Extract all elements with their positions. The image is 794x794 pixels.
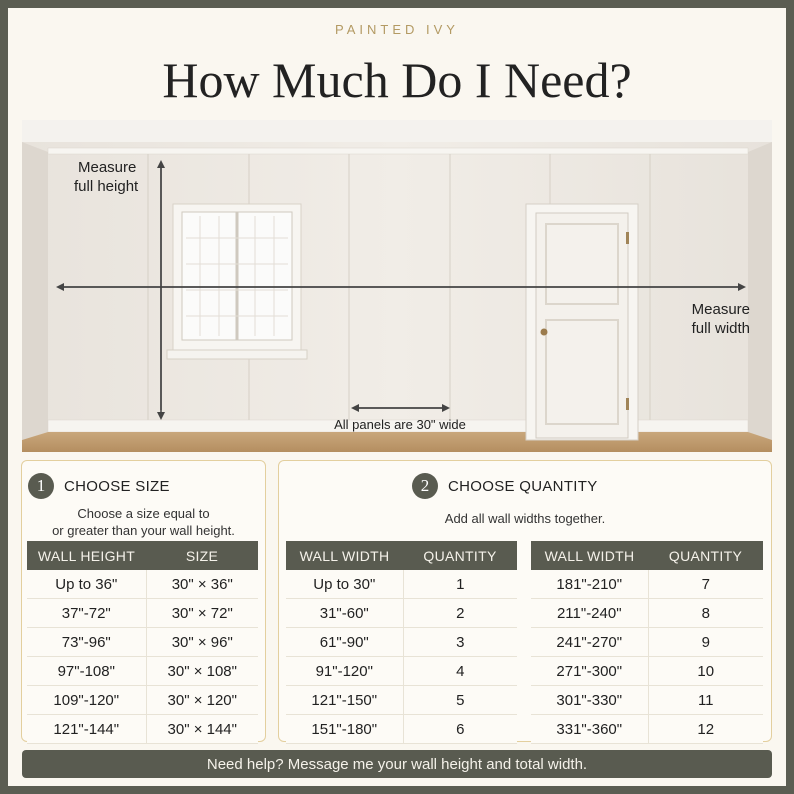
- choose-size-description: [22, 505, 265, 539]
- wall-height-cell: Up to 36": [27, 570, 146, 599]
- left-side-wall: [22, 142, 48, 440]
- table-row: [286, 657, 517, 686]
- width-label-line2: full width: [691, 320, 750, 337]
- quantity-cell: 4: [403, 657, 517, 686]
- wall-height-cell: 97"-108": [27, 657, 146, 686]
- quantity-cell: 11: [648, 686, 763, 715]
- quantity-cell: 9: [648, 628, 763, 657]
- header-wall-width: WALL WIDTH: [531, 541, 648, 570]
- panel-width-label: All panels are 30" wide: [334, 417, 466, 432]
- floor: [22, 432, 772, 452]
- size-cell: 30" × 144": [146, 715, 258, 744]
- table-row: [286, 570, 517, 599]
- header-wall-height: WALL HEIGHT: [27, 541, 146, 570]
- wall-width-cell: 301"-330": [531, 686, 648, 715]
- table-row: [27, 657, 258, 686]
- table-row: [531, 570, 763, 599]
- choose-size-desc-line1: Choose a size equal to: [77, 506, 210, 521]
- table-row: [27, 628, 258, 657]
- width-label-line1: Measure: [691, 301, 750, 318]
- quantity-cell: 12: [648, 715, 763, 744]
- quantity-cell: 5: [403, 686, 517, 715]
- table-row: [531, 628, 763, 657]
- choose-size-panel: [21, 460, 266, 742]
- wall-height-cell: 37"-72": [27, 599, 146, 628]
- header-size: SIZE: [146, 541, 258, 570]
- wall-width-cell: 181"-210": [531, 570, 648, 599]
- height-label-line2: full height: [74, 178, 139, 195]
- door: [526, 204, 638, 440]
- quantity-table-header: [286, 541, 517, 570]
- width-label: [670, 300, 750, 338]
- quantity-cell: 10: [648, 657, 763, 686]
- size-cell: 30" × 120": [146, 686, 258, 715]
- wall-width-cell: 271"-300": [531, 657, 648, 686]
- right-side-wall: [748, 142, 772, 440]
- ceiling: [22, 120, 772, 142]
- size-cell: 30" × 36": [146, 570, 258, 599]
- quantity-table-right: [531, 541, 763, 744]
- wall-width-cell: 331"-360": [531, 715, 648, 744]
- height-label-line1: Measure: [78, 159, 137, 176]
- wall-height-cell: 121"-144": [27, 715, 146, 744]
- table-row: [531, 715, 763, 744]
- wall-width-cell: 31"-60": [286, 599, 403, 628]
- wall-height-cell: 73"-96": [27, 628, 146, 657]
- choose-quantity-panel: [278, 460, 772, 742]
- size-cell: 30" × 72": [146, 599, 258, 628]
- choose-size-desc-line2: or greater than your wall height.: [52, 523, 235, 538]
- choose-quantity-heading: [412, 473, 598, 499]
- table-row: [27, 686, 258, 715]
- quantity-cell: 3: [403, 628, 517, 657]
- window: [167, 204, 307, 359]
- header-quantity: QUANTITY: [403, 541, 517, 570]
- quantity-cell: 6: [403, 715, 517, 744]
- choose-quantity-description: Add all wall widths together.: [444, 511, 606, 526]
- size-cell: 30" × 96": [146, 628, 258, 657]
- help-banner: Need help? Message me your wall height and total width.: [22, 750, 772, 778]
- page-title: How Much Do I Need?: [162, 52, 632, 108]
- quantity-cell: 1: [403, 570, 517, 599]
- step-number-2: 2: [412, 473, 438, 499]
- size-table: [27, 541, 258, 744]
- wall-width-cell: 211"-240": [531, 599, 648, 628]
- table-row: [531, 599, 763, 628]
- step-number-1: 1: [28, 473, 54, 499]
- wall-height-cell: 109"-120": [27, 686, 146, 715]
- choose-quantity-title: CHOOSE QUANTITY: [448, 477, 598, 495]
- wall-width-cell: 91"-120": [286, 657, 403, 686]
- size-table-header: [27, 541, 258, 570]
- table-row: [286, 715, 517, 744]
- quantity-cell: 7: [648, 570, 763, 599]
- table-row: [286, 628, 517, 657]
- quantity-table-header: [531, 541, 763, 570]
- room-illustration: [22, 120, 772, 452]
- table-row: [27, 570, 258, 599]
- choose-size-title: CHOOSE SIZE: [64, 477, 170, 495]
- wall-width-cell: 121"-150": [286, 686, 403, 715]
- size-cell: 30" × 108": [146, 657, 258, 686]
- quantity-cell: 2: [403, 599, 517, 628]
- wall-width-cell: 61"-90": [286, 628, 403, 657]
- quantity-cell: 8: [648, 599, 763, 628]
- table-row: [286, 686, 517, 715]
- table-row: [531, 657, 763, 686]
- wall-width-cell: Up to 30": [286, 570, 403, 599]
- header-wall-width: WALL WIDTH: [286, 541, 403, 570]
- table-row: [531, 686, 763, 715]
- header-quantity: QUANTITY: [648, 541, 763, 570]
- table-row: [27, 715, 258, 744]
- crown-molding: [48, 148, 748, 154]
- brand-name: PAINTED IVY: [335, 22, 459, 37]
- quantity-table-left: [286, 541, 517, 744]
- wall-width-cell: 151"-180": [286, 715, 403, 744]
- height-label: [74, 158, 138, 196]
- wall-width-cell: 241"-270": [531, 628, 648, 657]
- table-row: [27, 599, 258, 628]
- table-row: [286, 599, 517, 628]
- choose-size-heading: [28, 473, 170, 499]
